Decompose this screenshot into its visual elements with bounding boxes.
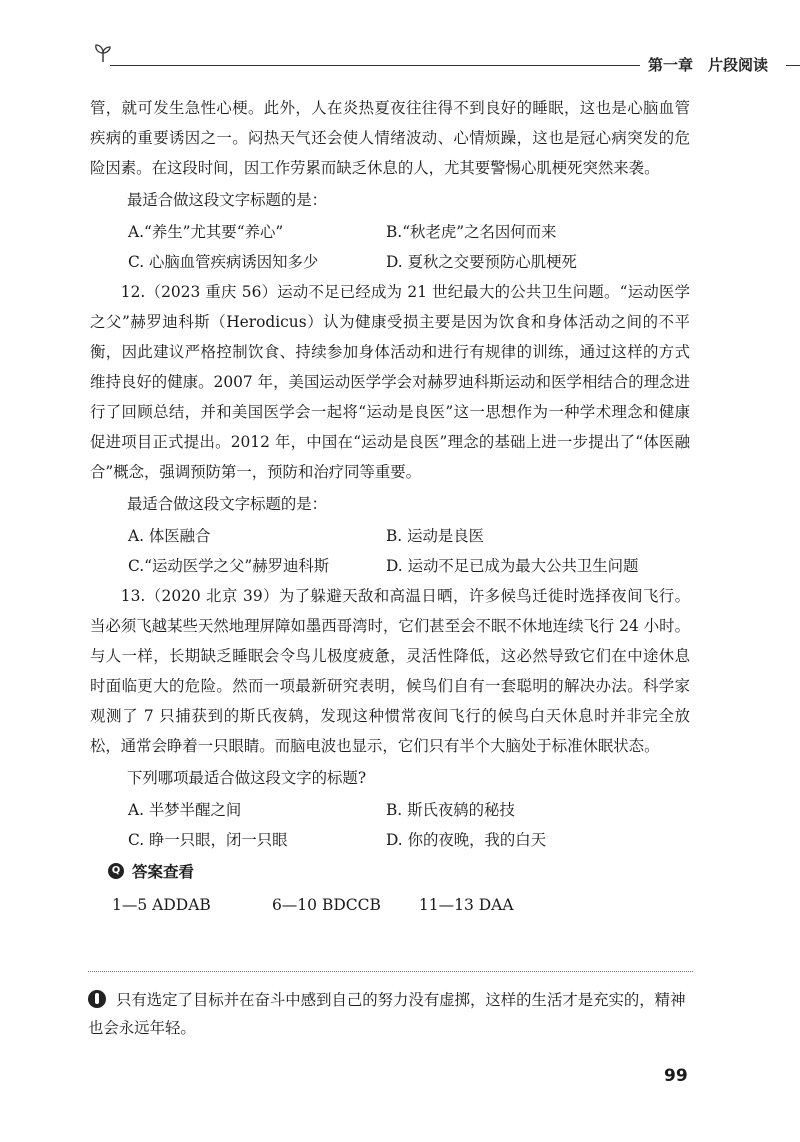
page-number: 99 (664, 1066, 688, 1086)
q11-option-c: C. 心脑血管疾病诱因知多少 (128, 253, 319, 271)
header-rule-right (786, 65, 800, 66)
q12-options (90, 521, 690, 581)
q13-option-a: A. 半梦半醒之间 (128, 801, 242, 819)
q12-prompt: 最适合做这段文字标题的是： (126, 495, 328, 513)
q11-option-a: A.“养生”尤其要“养心” (128, 223, 284, 241)
main-content (90, 93, 690, 855)
answer-group-2: 6—10 BDCCB (271, 896, 381, 914)
q11-options (90, 217, 690, 277)
dotted-divider (88, 971, 693, 972)
lightbulb-icon (88, 990, 106, 1008)
answers-list (112, 896, 514, 914)
header-rule-left (110, 65, 640, 66)
page-header (92, 52, 800, 82)
q13-option-c: C. 睁一只眼，闭一只眼 (128, 831, 288, 849)
q13-options (90, 795, 690, 855)
q11-option-d: D. 夏秋之交要预防心肌梗死 (386, 253, 577, 271)
q12-option-a: A. 体医融合 (128, 527, 211, 545)
q12-option-c: C.“运动医学之父”赫罗迪科斯 (128, 557, 330, 575)
answers-heading (108, 860, 194, 882)
answer-badge-icon: Q (108, 863, 124, 879)
q13-prompt: 下列哪项最适合做这段文字的标题? (126, 769, 367, 787)
q11-option-b: B.“秋老虎”之名因何而来 (386, 223, 557, 241)
answer-group-3: 11—13 DAA (418, 896, 514, 914)
answer-group-1: 1—5 ADDAB (112, 896, 211, 914)
q12-option-d: D. 运动不足已成为最大公共卫生问题 (386, 557, 639, 575)
motto-text: 只有选定了目标并在奋斗中感到自己的努力没有虚掷，这样的生活才是充实的，精神也会永远年轻。 (88, 991, 686, 1037)
answers-heading-label: 答案查看 (132, 863, 195, 881)
q11-passage-tail: 管，就可发生急性心梗。此外，人在炎热夏夜往往得不到良好的睡眠，这也是心脑血管疾病的重要诱因之一。闷热天气还会使人情绪波动、心情烦躁，这也是冠心病突发的危险因素。在这段时间，因工作劳累而缺乏休息的人，尤其要警惕心肌梗死突然来袭。 (90, 99, 690, 177)
q11-prompt: 最适合做这段文字标题的是： (126, 191, 328, 209)
q13-passage: 13.（2020 北京 39）为了躲避天敌和高温日晒，许多候鸟迁徙时选择夜间飞行。当必须飞越某些天然地理屏障如墨西哥湾时，它们甚至会不眠不休地连续飞行 24 小时。与人一样，长期缺乏睡眠会令鸟儿极度疲惫，灵活性降低，这必然导致它们在中途休息时面临更大的危险。然而一项最新研究表明，候鸟们自有一套聪明的解决办法。科学家观测了 7 只捕获到的斯氏夜鸫，发现这种惯常夜间飞行的候鸟白天休息时并非完全放松，通常会睁着一只眼睛。而脑电波也显示，它们只有半个大脑处于标准休眠状态。 (90, 587, 690, 755)
chapter-title: 第一章 片段阅读 (648, 56, 769, 74)
q13-option-d: D. 你的夜晚，我的白天 (386, 831, 547, 849)
q13-option-b: B. 斯氏夜鸫的秘技 (386, 801, 515, 819)
q12-passage: 12.（2023 重庆 56）运动不足已经成为 21 世纪最大的公共卫生问题。“运动医学之父”赫罗迪科斯（Herodicus）认为健康受损主要是因为饮食和身体活动之间的不平衡，因此建议严格控制饮食、持续参加身体活动和进行有规律的训练，通过这样的方式维持良好的健康。2007 年，美国运动医学学会对赫罗迪科斯运动和医学相结合的理念进行了回顾总结，并和美国医学会一起将“运动是良医”这一思想作为一种学术理念和健康促进项目正式提出。2012 年，中国在“运动是良医”理念的基础上进一步提出了“体医融合”概念，强调预防第一，预防和治疗同等重要。 (90, 283, 690, 481)
motto-quote (88, 986, 694, 1042)
q12-option-b: B. 运动是良医 (386, 527, 485, 545)
sprout-icon (92, 42, 114, 64)
